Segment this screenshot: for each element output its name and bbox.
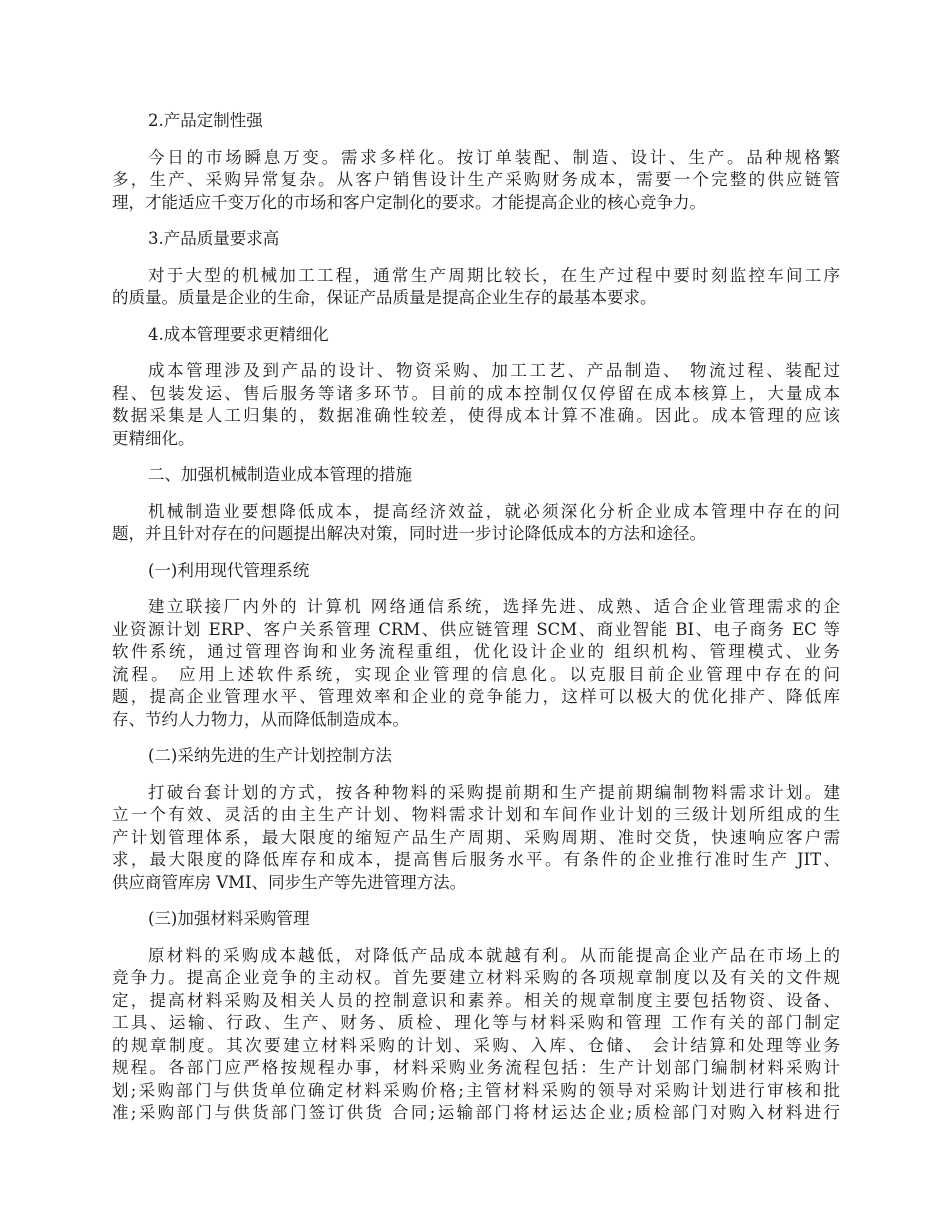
section-heading: 4.成本管理要求更精细化	[148, 324, 329, 344]
paragraph-line: 题，提高企业管理水平、管理效率和企业的竞争能力，这样可以极大的优化排产、降低库	[112, 687, 840, 706]
paragraph	[112, 147, 840, 215]
paragraph-line: 打破台套计划的方式，按各种物料的采购提前期和生产提前期编制物料需求计划。建	[148, 782, 840, 802]
paragraph	[112, 265, 840, 310]
paragraph-line: 机械制造业要想降低成本，提高经济效益，就必须深化分析企业成本管理中存在的问	[148, 501, 840, 521]
paragraph-line: 软件系统，通过管理咨询和业务流程重组，优化设计企业的 组织机构、管理模式、业务	[112, 642, 840, 661]
paragraph-line: 产计划管理体系，最大限度的缩短产品生产周期、采购周期、准时交货，快速响应客户需	[112, 827, 840, 847]
paragraph-line: 存、节约人力物力，从而降低制造成本。	[112, 709, 409, 729]
paragraph-line: 成本管理涉及到产品的设计、物资采购、加工工艺、产品制造、 物流过程、装配过	[148, 361, 840, 380]
paragraph-line: 规程。各部门应严格按规程办事，材料采购业务流程包括：生产计划部门编制材料采购计	[112, 1058, 840, 1077]
paragraph	[112, 360, 840, 450]
section-heading: (三)加强材料采购管理	[148, 909, 310, 928]
paragraph-line: 流程。 应用上述软件系统，实现企业管理的信息化。以克服目前企业管理中存在的问	[112, 664, 840, 684]
paragraph-line: 的规章制度。其次要建立材料采购的计划、采购、入库、仓储、 会计结算和处理等业务	[112, 1035, 840, 1055]
paragraph-line: 今日的市场瞬息万变。需求多样化。按订单装配、制造、设计、生产。品种规格繁	[148, 147, 840, 167]
paragraph-line: 更精细化。	[112, 428, 195, 448]
paragraph-line: 求，最大限度的降低库存和成本，提高售后服务水平。有条件的企业推行准时生产 JIT、	[112, 850, 840, 869]
paragraph-line: 建立联接厂内外的 计算机 网络通信系统，选择先进、成熟、适合企业管理需求的企	[148, 597, 840, 616]
paragraph-line: 对于大型的机械加工工程，通常生产周期比较长，在生产过程中要时刻监控车间工序	[148, 265, 840, 285]
paragraph-line: 供应商管库房 VMI、同步生产等先进管理方法。	[112, 872, 467, 892]
paragraph-line: 准;采购部门与供货部门签订供货 合同;运输部门将材运达企业;质检部门对购入材料进行	[112, 1103, 840, 1122]
paragraph-line: 竞争力。提高企业竞争的主动权。首先要建立材料采购的各项规章制度以及有关的文件规	[112, 968, 840, 987]
section-heading: 3.产品质量要求高	[148, 229, 280, 248]
paragraph-line: 理，才能适应千变万化的市场和客户定制化的要求。才能提高企业的核心竞争力。	[112, 192, 706, 212]
document-body	[112, 110, 840, 1139]
paragraph-line: 划;采购部门与供货单位确定材料采购价格;主管材料采购的领导对采购计划进行审核和批	[112, 1080, 840, 1100]
section-heading: (一)利用现代管理系统	[148, 560, 310, 580]
section-heading: 2.产品定制性强	[148, 111, 263, 130]
paragraph-line: 立一个有效、灵活的由主生产计划、物料需求计划和车间作业计划的三级计划所组成的生	[112, 805, 840, 824]
section-heading: (二)采纳先进的生产计划控制方法	[148, 746, 392, 765]
paragraph	[112, 501, 840, 546]
paragraph	[112, 596, 840, 731]
paragraph-line: 程、包装发运、售后服务等诸多环节。目前的成本控制仅仅停留在成本核算上，大量成本	[112, 383, 840, 403]
section-heading: 二、加强机械制造业成本管理的措施	[148, 465, 412, 484]
paragraph-line: 数据采集是人工归集的，数据准确性较差，使得成本计算不准确。因此。成本管理的应该	[112, 406, 840, 425]
paragraph-line: 工具、运输、行政、生产、财务、质检、理化等与材料采购和管理 工作有关的部门制定	[112, 1013, 840, 1032]
paragraph-line: 的质量。质量是企业的生命，保证产品质量是提高企业生存的最基本要求。	[112, 288, 657, 307]
paragraph-line: 题，并且针对存在的问题提出解决对策，同时进一步讨论降低成本的方法和途径。	[112, 524, 706, 543]
paragraph-line: 多，生产、采购异常复杂。从客户销售设计生产采购财务成本，需要一个完整的供应链管	[112, 170, 840, 189]
paragraph	[112, 945, 840, 1125]
paragraph-line: 原材料的采购成本越低，对降低产品成本就越有利。从而能提高企业产品在市场上的	[148, 945, 840, 965]
paragraph-line: 业资源计划 ERP、客户关系管理 CRM、供应链管理 SCM、商业智能 BI、电子商务 EC 等	[112, 619, 840, 639]
paragraph	[112, 782, 840, 895]
paragraph-line: 定，提高材料采购及相关人员的控制意识和素养。相关的规章制度主要包括物资、设备、	[112, 990, 840, 1010]
